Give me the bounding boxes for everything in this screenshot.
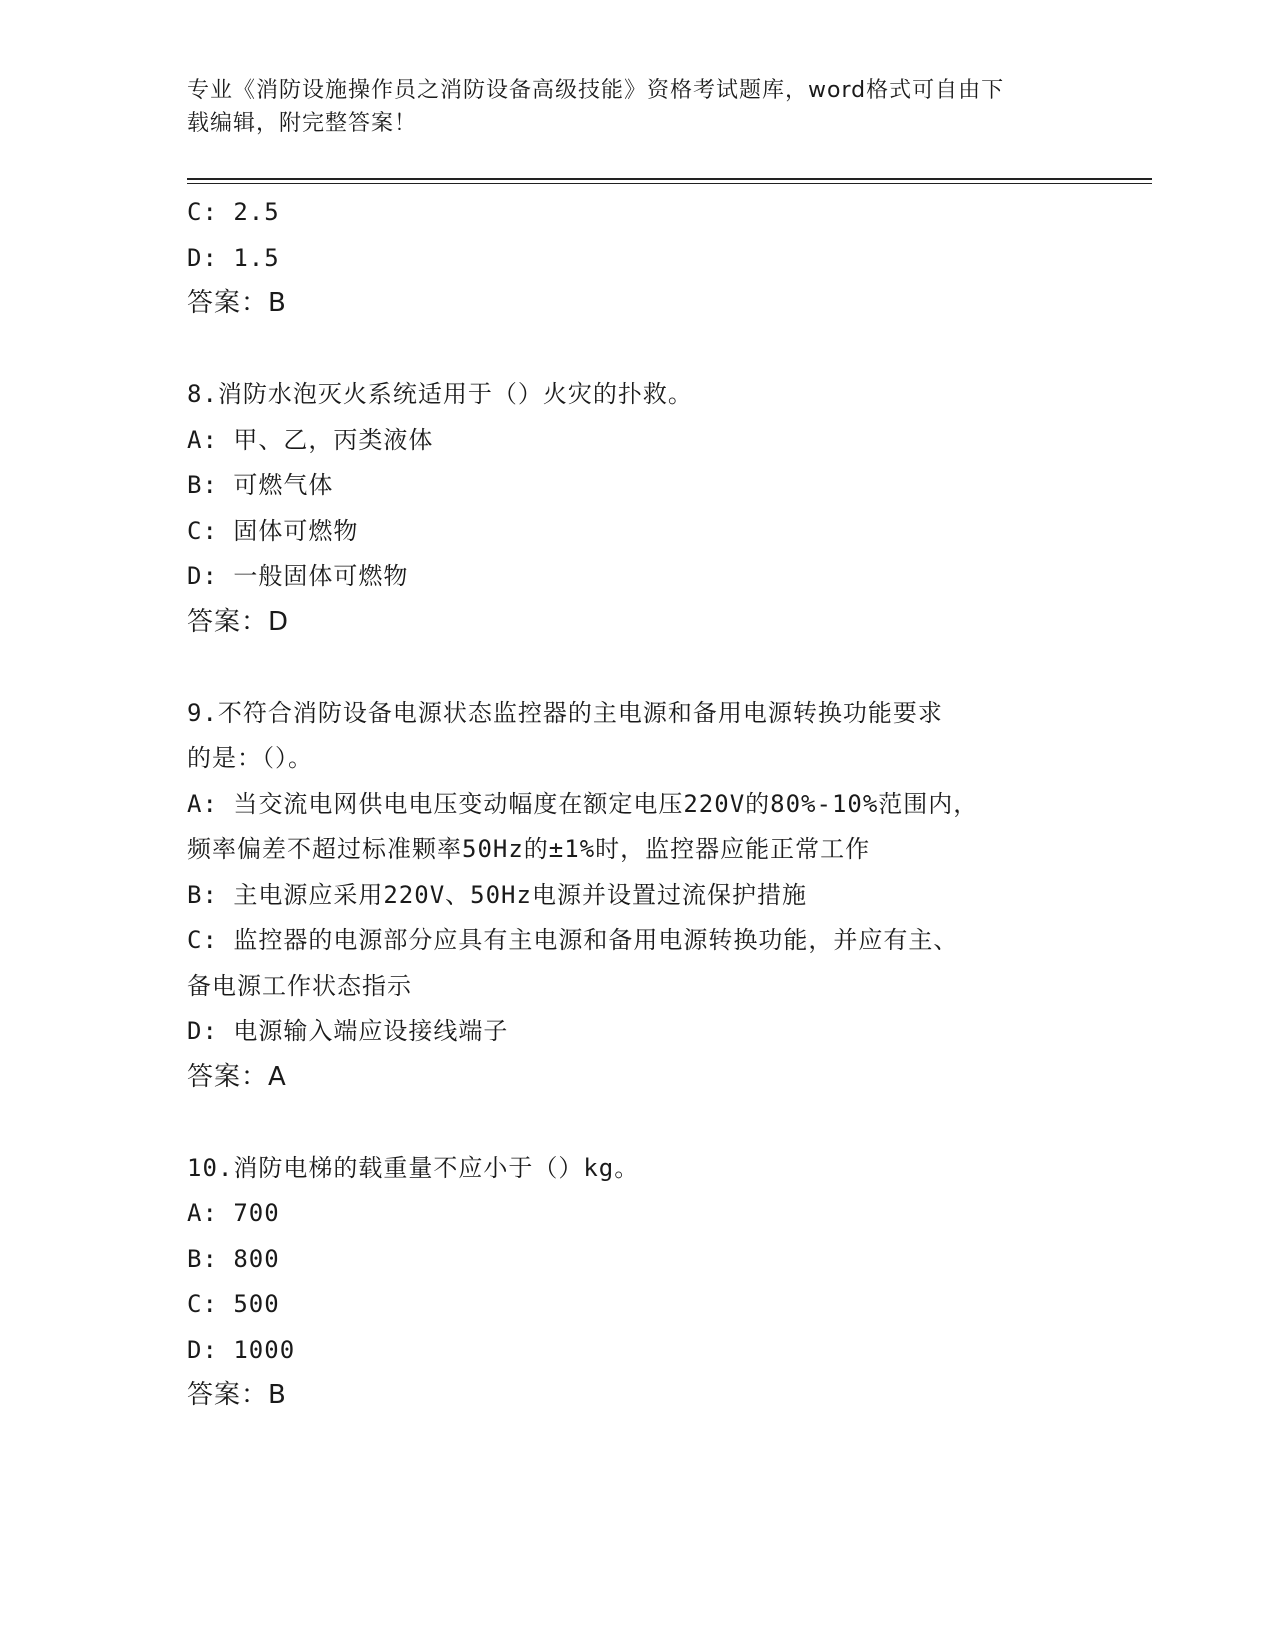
option-d: D: 一般固体可燃物 — [187, 562, 409, 590]
question-text: 10.消防电梯的载重量不应小于（）kg。 — [187, 1153, 640, 1182]
option-a: A: 700 — [187, 1199, 280, 1227]
question-8 — [187, 372, 1087, 645]
header-rule-thick — [187, 178, 1152, 180]
question-10 — [187, 1146, 1087, 1419]
header-line-1: 专业《消防设施操作员之消防设备高级技能》资格考试题库，word格式可自由下 — [187, 78, 1005, 103]
answer: 答案：A — [187, 1061, 287, 1092]
question-text-line-2: 的是：（）。 — [187, 744, 313, 772]
question-9 — [187, 691, 1087, 1101]
question-text: 8.消防水泡灭火系统适用于（）火灾的扑救。 — [187, 380, 693, 408]
option-d: D: 电源输入端应设接线端子 — [187, 1017, 509, 1045]
option-a-line-1: A: 当交流电网供电电压变动幅度在额定电压220V的80%-10%范围内， — [187, 789, 979, 818]
option-c: C: 固体可燃物 — [187, 516, 359, 545]
answer: 答案：B — [187, 1380, 287, 1410]
answer: 答案：B — [187, 288, 287, 318]
option-b: B: 可燃气体 — [187, 471, 334, 499]
option-b: B: 800 — [187, 1244, 280, 1273]
option-d: D: 1.5 — [187, 243, 280, 272]
option-c-line-1: C: 监控器的电源部分应具有主电源和备用电源转换功能，并应有主、 — [187, 926, 959, 954]
option-c: C: 2.5 — [187, 198, 280, 226]
spacer — [187, 327, 1087, 373]
option-a: A: 甲、乙，丙类液体 — [187, 425, 434, 454]
answer: 答案：D — [187, 606, 290, 637]
header-line-2: 载编辑，附完整答案！ — [187, 111, 418, 136]
question-list — [187, 190, 1087, 1419]
spacer — [187, 645, 1087, 691]
question-text-line-1: 9.不符合消防设备电源状态监控器的主电源和备用电源转换功能要求 — [187, 698, 943, 727]
question-7-tail — [187, 190, 1087, 327]
document-header — [187, 74, 1067, 140]
option-b: B: 主电源应采用220V、50Hz电源并设置过流保护措施 — [187, 880, 807, 909]
option-a-line-2: 频率偏差不超过标准颗率50Hz的±1%时，监控器应能正常工作 — [187, 835, 871, 863]
option-d: D: 1000 — [187, 1335, 296, 1364]
option-c: C: 500 — [187, 1290, 280, 1318]
option-c-line-2: 备电源工作状态指示 — [187, 971, 412, 1000]
header-rule-thin — [187, 183, 1152, 184]
spacer — [187, 1100, 1087, 1146]
